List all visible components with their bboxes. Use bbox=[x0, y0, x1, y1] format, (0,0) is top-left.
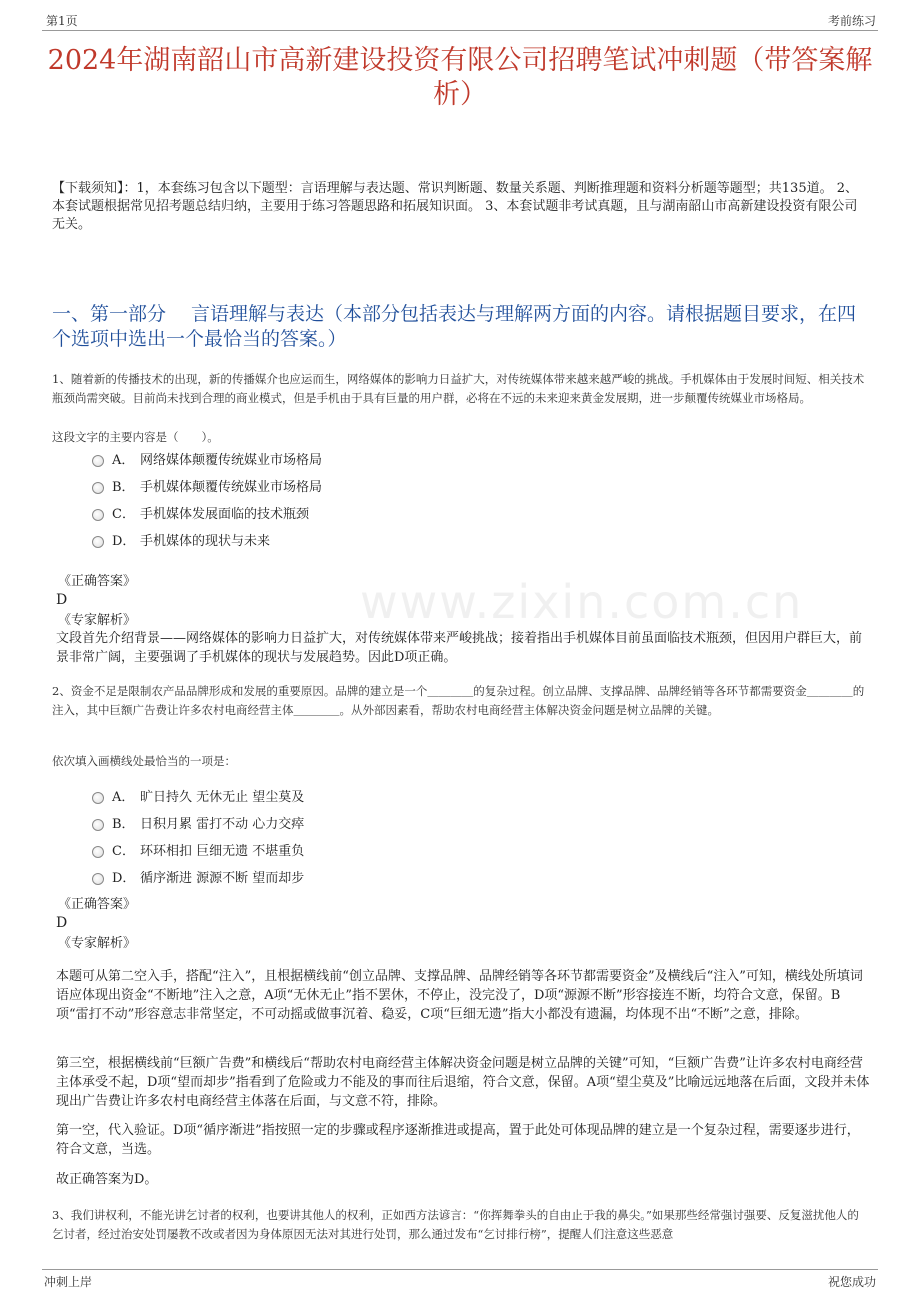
q1-analysis-label: 《专家解析》 bbox=[58, 613, 137, 628]
radio-icon[interactable] bbox=[92, 509, 104, 521]
option-key: C． bbox=[112, 507, 135, 522]
download-notice: 【下载须知】：1，本套练习包含以下题型：言语理解与表达题、常识判断题、数量关系题、判断推理题和资料分析题等题型；共135道。 2、本套试题根据常见招考题总结归纳，主要用于练习答题思路和拓展知识面。 3、本套试题非考试真题，且与湖南韶山市高新建设投资有限公司无关。 bbox=[52, 181, 858, 232]
q2-option-b[interactable] bbox=[92, 816, 304, 834]
q1-option-c[interactable] bbox=[92, 506, 309, 524]
q1-stem: 1、随着新的传播技术的出现，新的传播媒介也应运而生，网络媒体的影响力日益扩大，对传统媒体带来越来越严峻的挑战。手机媒体由于发展时间短、相关技术瓶颈尚需突破。目前尚未找到合理的商业模式，但是手机由于具有巨量的用户群，必将在不远的未来迎来黄金发展期，进一步颠覆传统媒业市场格局。 bbox=[52, 372, 865, 405]
q2-option-c[interactable] bbox=[92, 843, 304, 861]
option-text: 手机媒体的现状与未来 bbox=[140, 534, 271, 549]
section-heading: 一、第一部分 言语理解与表达（本部分包括表达与理解两方面的内容。请根据题目要求，在四个选项中选出一个最恰当的答案。） bbox=[52, 303, 857, 350]
option-text: 日积月累 雷打不动 心力交瘁 bbox=[140, 817, 305, 832]
option-text: 环环相扣 巨细无遗 不堪重负 bbox=[140, 844, 305, 859]
q1-answer-label: 《正确答案》 bbox=[58, 574, 137, 589]
q1-answer: D bbox=[56, 592, 68, 608]
radio-icon[interactable] bbox=[92, 792, 104, 804]
q1-option-d[interactable] bbox=[92, 533, 270, 551]
header-label: 考前练习 bbox=[827, 14, 876, 28]
option-key: A． bbox=[112, 453, 135, 468]
footer-left: 冲刺上岸 bbox=[44, 1275, 93, 1289]
q1-option-b[interactable] bbox=[92, 479, 322, 497]
radio-icon[interactable] bbox=[92, 482, 104, 494]
q2-question: 依次填入画横线处最恰当的一项是： bbox=[52, 754, 236, 768]
q2-analysis-p4: 故正确答案为D。 bbox=[56, 1172, 158, 1187]
option-text: 旷日持久 无休无止 望尘莫及 bbox=[140, 790, 305, 805]
radio-icon[interactable] bbox=[92, 536, 104, 548]
q2-stem: 2、资金不足是限制农产品品牌形成和发展的重要原因。品牌的建立是一个＿＿＿＿的复杂过程。创立品牌、支撑品牌、品牌经销等各环节都需要资金＿＿＿＿的注入，其中巨额广告费让许多农村电商经营主体＿＿＿＿。从外部因素看，帮助农村电商经营主体解决资金问题是树立品牌的关键。 bbox=[52, 684, 865, 717]
q2-answer-label: 《正确答案》 bbox=[58, 897, 137, 912]
option-text: 网络媒体颠覆传统媒业市场格局 bbox=[140, 453, 323, 468]
option-text: 手机媒体发展面临的技术瓶颈 bbox=[140, 507, 310, 522]
option-key: B． bbox=[112, 480, 135, 495]
page-title: 2024年湖南韶山市高新建设投资有限公司招聘笔试冲刺题（带答案解析） bbox=[47, 45, 873, 110]
radio-icon[interactable] bbox=[92, 846, 104, 858]
q2-analysis-p1: 本题可从第二空入手，搭配“注入”，且根据横线前“创立品牌、支撑品牌、品牌经销等各环节都需要资金”及横线后“注入”可知，横线处所填词语应体现出资金“不断地”注入之意，A项“无休无止”指不罢休，不停止，没完没了，D项“源源不断”形容接连不断，均符合文意，保留。B项“雷打不动”形容意志非常坚定，不可动摇或做事沉着、稳妥，C项“巨细无遗”指大小都没有遗漏，均体现不出“不断”之意，排除。 bbox=[56, 969, 863, 1022]
q1-question: 这段文字的主要内容是（ ）。 bbox=[52, 430, 219, 444]
q1-analysis: 文段首先介绍背景——网络媒体的影响力日益扩大，对传统媒体带来严峻挑战；接着指出手机媒体目前虽面临技术瓶颈，但因用户群巨大，前景非常广阔，主要强调了手机媒体的现状与发展趋势。因此D项正确。 bbox=[56, 631, 863, 665]
footer-divider bbox=[42, 1269, 878, 1270]
q2-analysis-p3: 第一空，代入验证。D项“循序渐进”指按照一定的步骤或程序逐渐推进或提高，置于此处可体现品牌的建立是一个复杂过程，需要逐步进行，符合文意，当选。 bbox=[56, 1123, 860, 1157]
header-divider bbox=[42, 30, 878, 31]
option-key: A． bbox=[112, 790, 135, 805]
option-key: D． bbox=[112, 871, 136, 886]
q2-option-a[interactable] bbox=[92, 789, 304, 807]
radio-icon[interactable] bbox=[92, 819, 104, 831]
footer-right: 祝您成功 bbox=[827, 1275, 876, 1289]
page-number: 第1页 bbox=[46, 14, 78, 28]
q1-option-a[interactable] bbox=[92, 452, 322, 470]
option-key: D． bbox=[112, 534, 136, 549]
radio-icon[interactable] bbox=[92, 873, 104, 885]
option-text: 手机媒体颠覆传统媒业市场格局 bbox=[140, 480, 323, 495]
option-key: C． bbox=[112, 844, 135, 859]
q2-analysis-label: 《专家解析》 bbox=[58, 936, 137, 951]
watermark: www.zixin.com.cn bbox=[360, 575, 804, 629]
q2-answer: D bbox=[56, 915, 68, 931]
radio-icon[interactable] bbox=[92, 455, 104, 467]
option-text: 循序渐进 源源不断 望而却步 bbox=[140, 871, 305, 886]
q2-option-d[interactable] bbox=[92, 870, 304, 888]
option-key: B． bbox=[112, 817, 135, 832]
q3-stem: 3、我们讲权利，不能光讲乞讨者的权利，也要讲其他人的权利，正如西方法谚言：“你挥舞拳头的自由止于我的鼻尖。”如果那些经常强讨强要、反复滋扰他人的乞讨者，经过治安处罚屡教不改或者因为身体原因无法对其进行处罚，那么通过发布“乞讨排行榜”，提醒人们注意这些恶意 bbox=[52, 1208, 859, 1241]
q2-analysis-p2: 第三空，根据横线前“巨额广告费”和横线后“帮助农村电商经营主体解决资金问题是树立品牌的关键”可知，“巨额广告费”让许多农村电商经营主体承受不起，D项“望而却步”指看到了危险或力不能及的事而往后退缩，符合文意，保留。A项“望尘莫及”比喻远远地落在后面，文段并未体现出广告费让许多农村电商经营主体落在后面，与文意不符，排除。 bbox=[56, 1056, 870, 1109]
